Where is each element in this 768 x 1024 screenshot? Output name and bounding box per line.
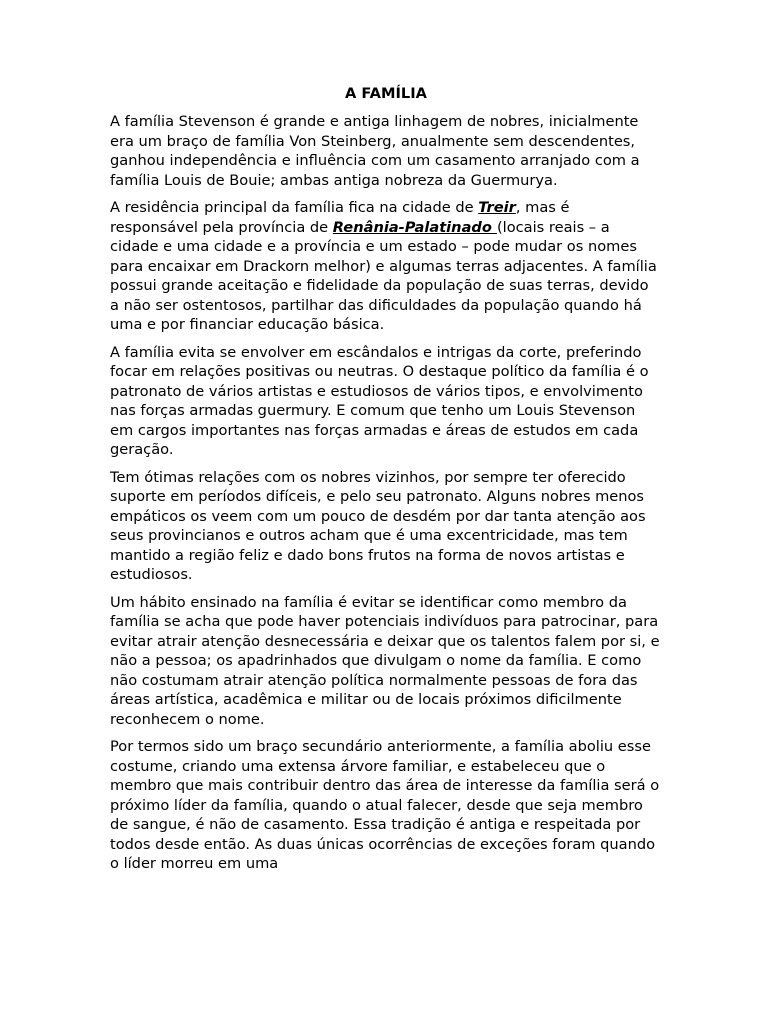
link-treir[interactable]: Treir [478, 199, 516, 216]
paragraph-habit: Um hábito ensinado na família é evitar se identificar como membro da família se acha que pode haver potenciais indivíduos para patrocinar, para evitar atrair atenção desnecessária e deixar que os talentos falem por si, e não a pessoa; os apadrinhados que divulgam o nome da família. E como não costumam atrair atenção política normalmente pessoas de fora das áreas artística, acadêmica e militar ou de locais próximos dificilmente reconhecem o nome. [110, 593, 660, 728]
paragraph-origin: A família Stevenson é grande e antiga linhagem de nobres, inicialmente era um braço de família Von Steinberg, anualmente sem descendentes, ganhou independência e influência com um casamento arranjado com a família Louis de Bouie; ambas antiga nobreza da Guermurya. [110, 113, 640, 189]
paragraph-politics: A família evita se envolver em escândalos e intrigas da corte, preferindo focar em relações positivas ou neutras. O destaque político da família é o patronato de vários artistas e estudiosos de vários tipos, e envolvimento nas forças armadas guermury. E comum que tenho um Louis Stevenson em cargos importantes nas forças armadas e áreas de estudos em cada geração. [110, 343, 649, 458]
link-renania-palatinado[interactable]: Renânia-Palatinado [332, 218, 497, 236]
paragraph-residence-text-2: , mas é responsável pela província de [110, 199, 570, 236]
document-page [110, 84, 662, 882]
paragraph-residence [110, 198, 662, 335]
paragraph-residence-text-3: (locais reais – a cidade e uma cidade e a província e um estado – pode mudar os nomes para encaixar em Drackorn melhor) e algumas terras adjacentes. A família possui grande aceitação e fidelidade da população de suas terras, devido a não ser ostentosos, partilhar das dificuldades da população quando há uma e por financiar educação básica. [110, 218, 657, 333]
paragraph-succession: Por termos sido um braço secundário anteriormente, a família aboliu esse costume, criando uma extensa árvore familiar, e estabeleceu que o membro que mais contribuir dentro das área de interesse da família será o próximo líder da família, quando o atual falecer, desde que seja membro de sangue, é não de casamento. Essa tradição é antiga e respeitada por todos desde então. As duas únicas ocorrências de exceções foram quando o líder morreu em uma [110, 738, 660, 872]
document-title: A FAMÍLIA [345, 85, 427, 102]
paragraph-relations: Tem ótimas relações com os nobres vizinhos, por sempre ter oferecido suporte em períodos difíceis, e pelo seu patronato. Alguns nobres menos empáticos os veem com um pouco de desdém por dar tanta atenção aos seus provincianos e outros acham que é uma excentricidade, mas tem mantido a região feliz e dado bons frutos na forma de novos artistas e estudiosos. [110, 468, 646, 583]
paragraph-residence-text-1: A residência principal da família fica na cidade de [110, 199, 479, 216]
